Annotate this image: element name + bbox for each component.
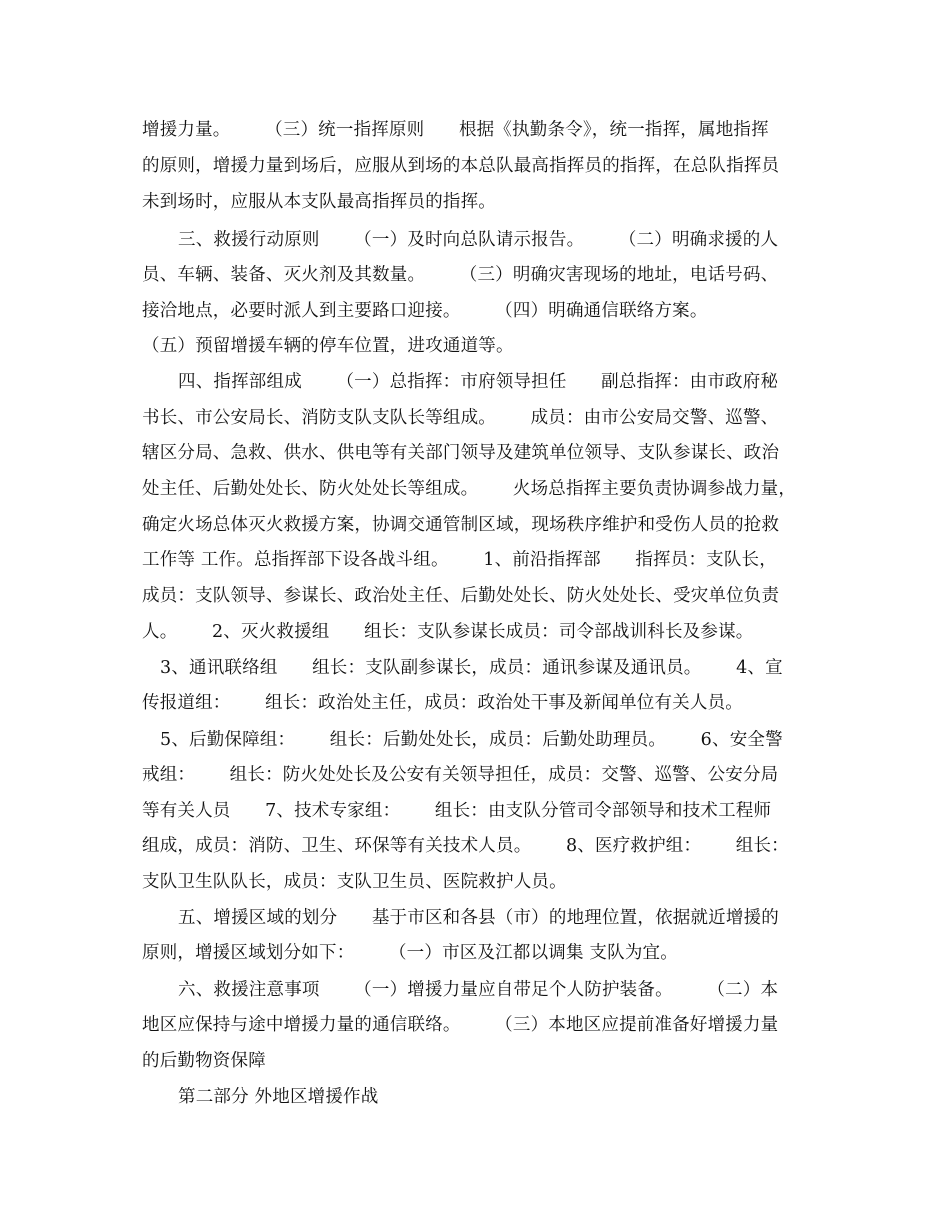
text-line-17: 传报道组： 组长：政治处主任，成员：政治处干事及新闻单位有关人员。	[142, 693, 743, 713]
text-line-20: 等有关人员 7、技术专家组： 组长：由支队分管司令部领导和技术工程师	[142, 801, 772, 821]
text-line-22: 支队卫生队队长，成员：支队卫生员、医院救护人员。	[142, 872, 567, 892]
text-line-11: 处主任、后勤处处长、防火处处长等组成。 火场总指挥主要负责协调参战力量，	[142, 479, 797, 499]
text-line-7: （五）预留增援车辆的停车位置，进攻通道等。	[142, 336, 514, 356]
text-line-19: 戒组： 组长：防火处处长及公安有关领导担任，成员：交警、巡警、公安分局	[142, 765, 779, 785]
text-line-13: 工作等 工作。总指挥部下设各战斗组。 1、前沿指挥部 指挥员：支队长，	[142, 550, 777, 570]
text-line-9: 书长、市公安局长、消防支队支队长等组成。 成员：由市公安局交警、巡警、	[142, 408, 779, 428]
text-line-3: 未到场时，应服从本支队最高指挥员的指挥。	[142, 192, 496, 212]
text-line-1: 增援力量。 （三）统一指挥原则 根据《执勤条令》，统一指挥，属地指挥	[142, 120, 769, 140]
text-line-2: 的原则，增援力量到场后，应服从到场的本总队最高指挥员的指挥，在总队指挥员	[142, 156, 780, 176]
text-line-14: 成员：支队领导、参谋长、政治处主任、后勤处处长、防火处处长、受灾单位负责	[142, 586, 780, 606]
text-line-23: 五、增援区域的划分 基于市区和各县（市）的地理位置，依据就近增援的	[178, 908, 779, 928]
text-line-10: 辖区分局、急救、供水、供电等有关部门领导及建筑单位领导、支队参谋长、政治	[142, 443, 780, 463]
text-line-24: 原则，增援区域划分如下： （一）市区及江都以调集 支队为宜。	[142, 943, 678, 963]
text-line-18: 5、后勤保障组： 组长：后勤处处长，成员：后勤处助理员。 6、安全警	[160, 730, 783, 750]
text-line-16: 3、通讯联络组 组长：支队副参谋长，成员：通讯参谋及通讯员。 4、宣	[160, 658, 783, 678]
text-line-4: 三、救援行动原则 （一）及时向总队请示报告。 （二）明确求援的人	[178, 230, 779, 250]
text-line-26: 地区应保持与途中增援力量的通信联络。 （三）本地区应提前准备好增援力量	[142, 1015, 779, 1035]
text-line-27: 的后勤物资保障	[142, 1051, 266, 1071]
text-line-6: 接洽地点，必要时派人到主要路口迎接。 （四）明确通信联络方案。	[142, 301, 708, 321]
text-line-5: 员、车辆、装备、灭火剂及其数量。 （三）明确灾害现场的地址，电话号码、	[142, 265, 779, 285]
text-line-8: 四、指挥部组成 （一）总指挥：市府领导担任 副总指挥：由市政府秘	[178, 372, 779, 392]
text-line-25: 六、救援注意事项 （一）增援力量应自带足个人防护装备。 （二）本	[178, 980, 779, 1000]
text-line-15: 人。 2、灭火救援组 组长：支队参谋长成员：司令部战训科长及参谋。	[142, 622, 754, 642]
text-line-21: 组成，成员：消防、卫生、环保等有关技术人员。 8、医疗救护组： 组长：	[142, 836, 789, 856]
text-line-12: 确定火场总体灭火救援方案，协调交通管制区域，现场秩序维护和受伤人员的抢救	[142, 515, 780, 535]
text-line-28: 第二部分 外地区增援作战	[178, 1087, 379, 1107]
